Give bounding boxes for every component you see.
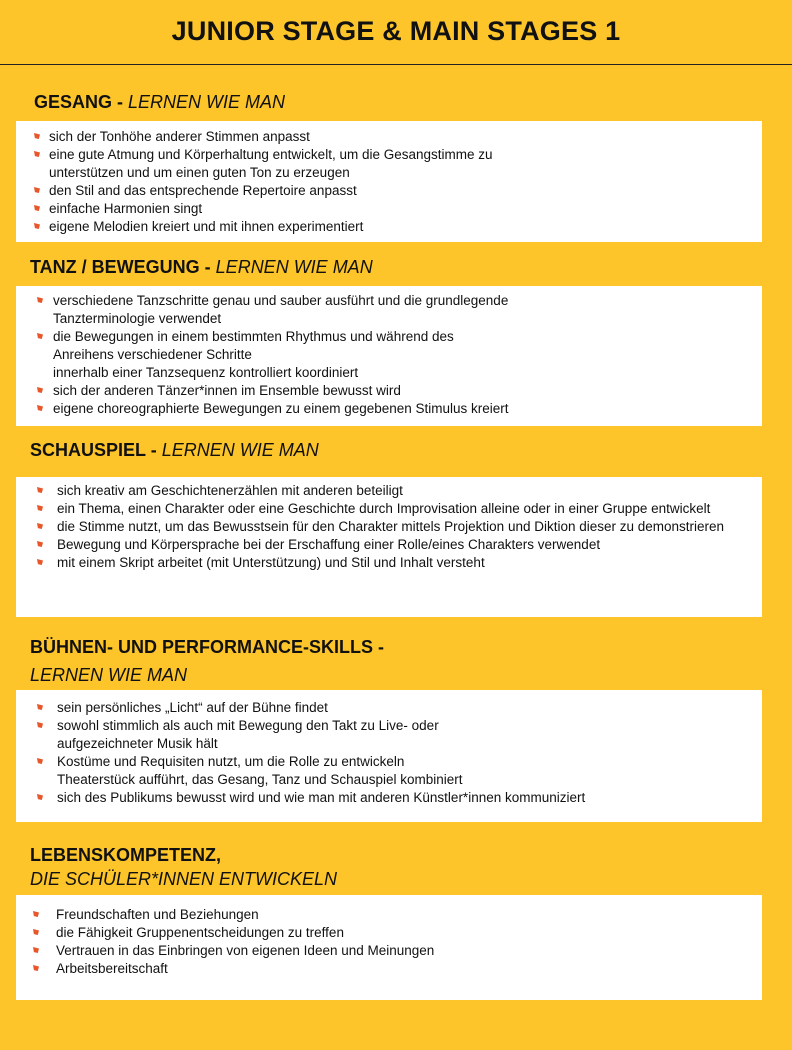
section-heading-bold: LEBENSKOMPETENZ, (30, 845, 222, 865)
list-item: die Fähigkeit Gruppenentscheidungen zu treffen (56, 924, 762, 942)
bullet-icon (37, 387, 43, 393)
list-item: verschiedene Tanzschritte genau und sauber ausführt und die grundlegende Tanzterminologie verwendet (53, 292, 762, 328)
bullet-list (56, 906, 762, 978)
section-heading-lebenskompetenz (30, 843, 337, 891)
section-box-buehnen (16, 690, 762, 822)
section-heading-gesang (34, 90, 285, 114)
bullet-icon (33, 947, 39, 953)
bullet-icon (37, 333, 43, 339)
section-heading-bold: TANZ / BEWEGUNG - (30, 257, 211, 277)
bullet-icon (37, 559, 43, 565)
list-item: eine gute Atmung und Körperhaltung entwickelt, um die Gesangstimme zu unterstützen und um einen guten Ton zu erzeugen (49, 146, 762, 182)
bullet-icon (37, 541, 43, 547)
section-box-tanz (16, 286, 762, 426)
section-box-schauspiel (16, 477, 762, 617)
bullet-icon (34, 223, 40, 229)
list-item: sich der anderen Tänzer*innen im Ensemble bewusst wird (53, 382, 762, 400)
bullet-list (49, 128, 762, 236)
bullet-icon (37, 487, 43, 493)
section-heading-italic: LERNEN WIE MAN (161, 440, 319, 460)
list-item: sich der Tonhöhe anderer Stimmen anpasst (49, 128, 762, 146)
bullet-icon (37, 722, 43, 728)
bullet-icon (37, 758, 43, 764)
bullet-icon (34, 151, 40, 157)
bullet-icon (34, 133, 40, 139)
list-item: die Bewegungen in einem bestimmten Rhythmus und während des Anreihens verschiedener Schritte innerhalb einer Tanzsequenz kontrolliert koordiniert (53, 328, 762, 382)
page-title: JUNIOR STAGE & MAIN STAGES 1 (171, 16, 621, 46)
list-item: sich des Publikums bewusst wird und wie man mit anderen Künstler*innen kommuniziert (57, 789, 762, 807)
list-item: sowohl stimmlich als auch mit Bewegung den Takt zu Live- oder aufgezeichneter Musik hält (57, 717, 762, 753)
section-heading-bold: BÜHNEN- UND PERFORMANCE-SKILLS - (30, 637, 384, 657)
section-heading-italic: LERNEN WIE MAN (30, 665, 188, 685)
bullet-icon (37, 523, 43, 529)
list-item: Bewegung und Körpersprache bei der Erschaffung einer Rolle/eines Charakters verwendet (57, 536, 737, 554)
list-item: einfache Harmonien singt (49, 200, 762, 218)
bullet-icon (33, 929, 39, 935)
section-heading-italic: DIE SCHÜLER*INNEN ENTWICKELN (30, 869, 338, 889)
list-item: Vertrauen in das Einbringen von eigenen Ideen und Meinungen (56, 942, 762, 960)
section-heading-italic: LERNEN WIE MAN (128, 92, 286, 112)
list-item: Arbeitsbereitschaft (56, 960, 762, 978)
section-box-gesang (16, 121, 762, 242)
list-item: Kostüme und Requisiten nutzt, um die Rolle zu entwickeln Theaterstück aufführt, das Gesang, Tanz und Schauspiel kombiniert (57, 753, 762, 789)
section-heading-buehnen (30, 635, 384, 687)
section-heading-tanz (30, 255, 373, 279)
list-item: mit einem Skript arbeitet (mit Unterstützung) und Stil und Inhalt versteht (57, 554, 737, 572)
bullet-icon (34, 205, 40, 211)
list-item: sich kreativ am Geschichtenerzählen mit anderen beteiligt (57, 482, 737, 500)
bullet-icon (37, 794, 43, 800)
bullet-icon (37, 405, 43, 411)
list-item: eigene Melodien kreiert und mit ihnen experimentiert (49, 218, 762, 236)
list-item: Freundschaften und Beziehungen (56, 906, 762, 924)
list-item: sein persönliches „Licht“ auf der Bühne findet (57, 699, 762, 717)
bullet-list (57, 482, 737, 572)
section-box-lebenskompetenz (16, 895, 762, 1000)
bullet-icon (33, 965, 39, 971)
bullet-list (53, 292, 762, 418)
bullet-icon (34, 187, 40, 193)
list-item: die Stimme nutzt, um das Bewusstsein für den Charakter mittels Projektion und Diktion dieser zu demonstrieren (57, 518, 737, 536)
bullet-icon (37, 704, 43, 710)
section-heading-bold: GESANG - (34, 92, 124, 112)
section-heading-italic: LERNEN WIE MAN (215, 257, 373, 277)
bullet-list (57, 699, 762, 807)
bullet-icon (33, 911, 39, 917)
section-heading-bold: SCHAUSPIEL - (30, 440, 157, 460)
bullet-icon (37, 297, 43, 303)
title-divider (0, 64, 792, 65)
section-heading-schauspiel (30, 438, 319, 462)
list-item: ein Thema, einen Charakter oder eine Geschichte durch Improvisation alleine oder in einer Gruppe entwickelt (57, 500, 737, 518)
list-item: eigene choreographierte Bewegungen zu einem gegebenen Stimulus kreiert (53, 400, 762, 418)
list-item: den Stil and das entsprechende Repertoire anpasst (49, 182, 762, 200)
bullet-icon (37, 505, 43, 511)
